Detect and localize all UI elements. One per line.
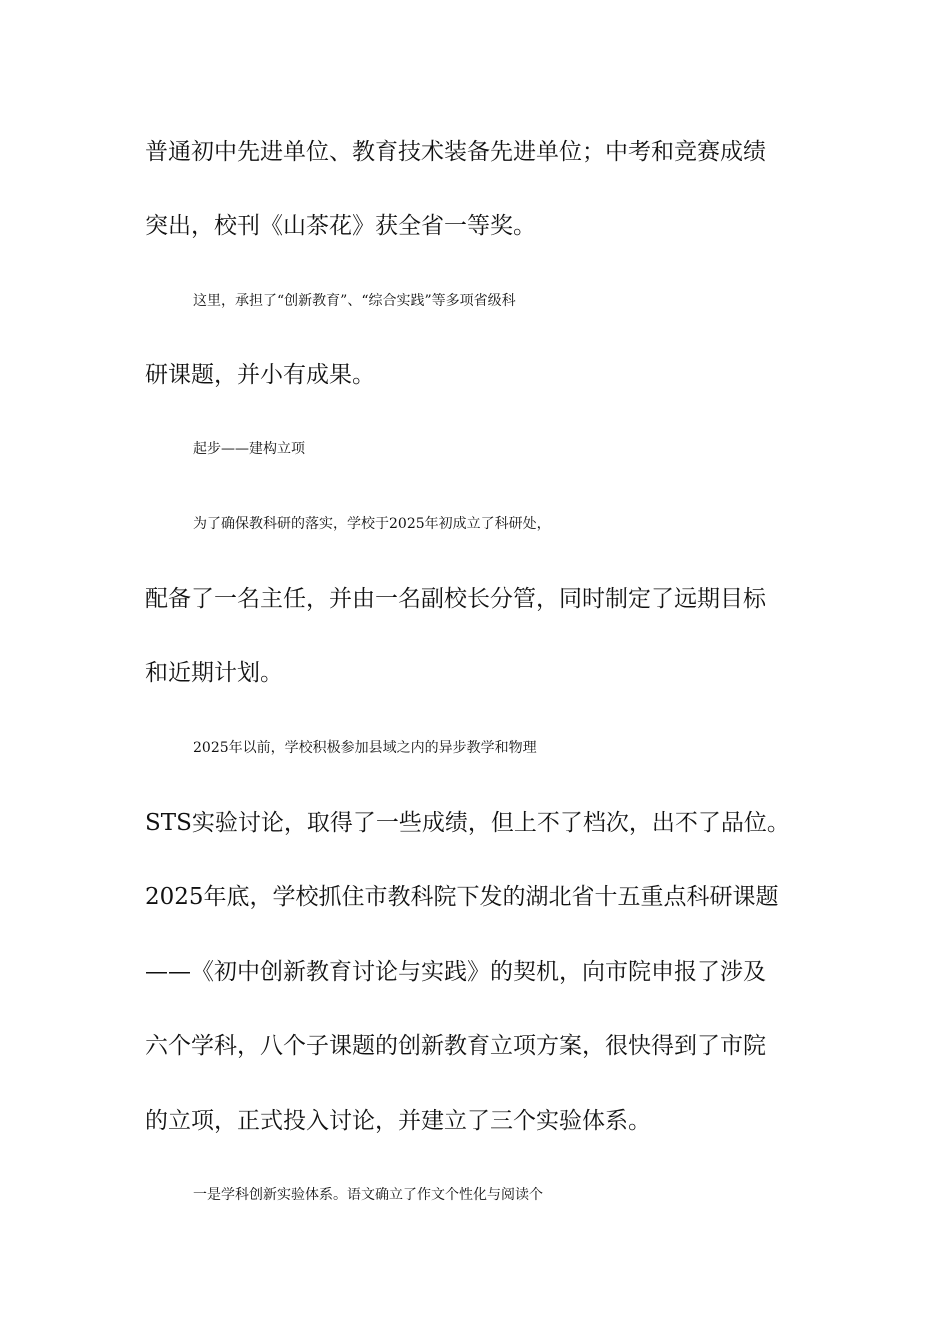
section-heading: 起步——建构立项: [193, 441, 305, 457]
text-line: 六个学科，八个子课题的创新教育立项方案，很快得到了市院: [145, 1033, 766, 1059]
text-line: 配备了一名主任，并由一名副校长分管，同时制定了远期目标: [145, 586, 766, 612]
text-line: 突出，校刊《山茶花》获全省一等奖。: [145, 213, 536, 239]
text-line: 为了确保教科研的落实，学校于2025年初成立了科研处，: [193, 516, 551, 532]
text-line: 2025年以前，学校积极参加县域之内的异步教学和物理: [193, 740, 537, 756]
text-line: 这里，承担了“创新教育”、“综合实践”等多项省级科: [193, 293, 516, 309]
text-line: 的立项，正式投入讨论，并建立了三个实验体系。: [145, 1108, 651, 1134]
text-line: 2025年底，学校抓住市教科院下发的湖北省十五重点科研课题: [145, 884, 779, 910]
text-line: ——《初中创新教育讨论与实践》的契机，向市院申报了涉及: [145, 959, 766, 985]
text-line: STS实验讨论，取得了一些成绩，但上不了档次，出不了品位。: [145, 810, 790, 836]
text-line: 和近期计划。: [145, 660, 283, 686]
text-line: 一是学科创新实验体系。语文确立了作文个性化与阅读个: [193, 1187, 543, 1203]
text-line: 普通初中先进单位、教育技术装备先进单位；中考和竞赛成绩: [145, 139, 766, 165]
text-line: 研课题，并小有成果。: [145, 362, 375, 388]
